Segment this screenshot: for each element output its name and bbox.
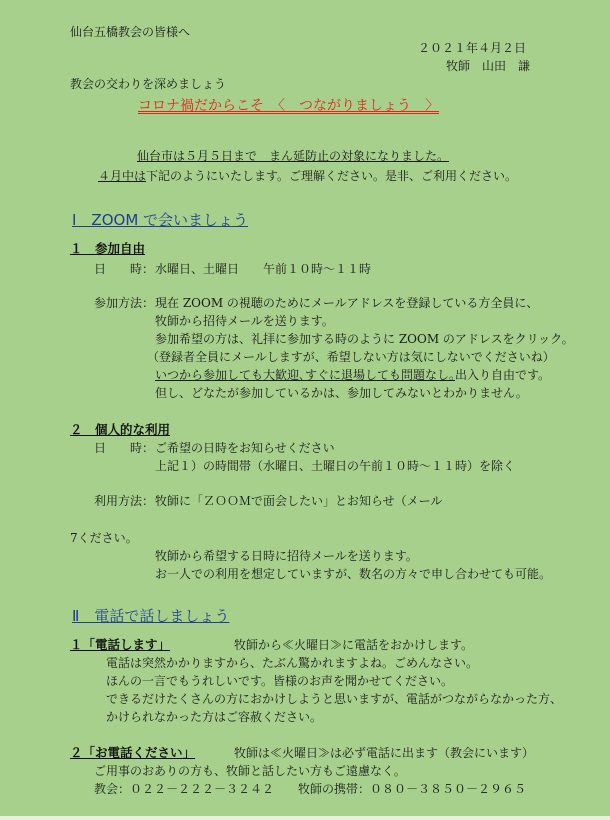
section-2-sub-1-lead: 牧師から≪火曜日≫に電話をおかけします。 (234, 638, 474, 652)
method-2-line-3: 牧師から希望する日時に招待メールを送ります。 (155, 549, 418, 563)
method-line: （登録者全員にメールしますが、希望しない方は気にしないでくださいね） (147, 350, 555, 364)
schedule-label-2: 日 時： (94, 441, 155, 455)
notice-line-2 (98, 168, 517, 184)
method-2-line-2: 7ください。 (70, 531, 138, 545)
author: 牧師 山田 謙 (446, 59, 531, 73)
method-line: 参加希望の方は、礼拝に参加する時のように ZOOM のアドレスをクリック。 (155, 332, 574, 346)
method-line (155, 367, 550, 383)
section-1-sub-2-title: ２ 個人的な利用 (70, 422, 171, 437)
intro-text: 教会の交わりを深めましょう (70, 77, 227, 91)
section-2-sub-2-lead: 牧師は≪火曜日≫は必ず電話に出ます（教会にいます） (234, 746, 535, 760)
schedule-line-1: ご希望の日時をお知らせください (155, 441, 335, 455)
phone-line: 電話は突然かかりますから、たぶん驚かれますよね。ごめんなさい。 (106, 656, 479, 670)
date: ２０２１年４月２日 (418, 41, 527, 55)
method-label-2: 利用方法： (94, 494, 155, 508)
notice-rest: 下記のようにいたします。ご理解ください。是非、ご利用ください。 (146, 169, 518, 183)
method-2-line-4: お一人での利用を想定していますが、数名の方々で申し合わせても可能。 (155, 567, 552, 581)
section-2-sub-1-title: １「電話します」 (70, 637, 171, 652)
section-1-sub-1-title: １ 参加自由 (70, 241, 146, 256)
method-line: 但し、どなたが参加しているかは、参加してみないとわかりません。 (155, 386, 528, 400)
greeting: 仙台五橋教会の皆様へ (70, 25, 191, 39)
section-2-title: Ⅱ 電話で話しましょう (72, 607, 230, 625)
schedule-line-2: 上記１）の時間帯（水曜日、土曜日の午前１０時～１１時）を除く (155, 459, 516, 473)
phone-line: ほんの一言でもうれしいです。皆様のお声を聞かせてください。 (106, 674, 454, 688)
method-line-tail: 出入り自由です。 (455, 368, 551, 382)
phone-line: かけられなかった方はご容赦ください。 (106, 710, 323, 724)
notice-line-1: 仙台市は５月５日まで まん延防止の対象になりました。 (137, 149, 450, 163)
phone-line: できるだけたくさんの方におかけしようと思いますが、電話がつながらなかった方、 (106, 692, 563, 706)
notice-emphasis: ４月中は (98, 169, 147, 183)
page-bottom-edge (0, 816, 610, 820)
section-2-sub-2-title: ２「お電話ください」 (70, 745, 196, 760)
method-emphasis: いつから参加しても大歓迎､すぐに退場しても問題なし｡ (155, 368, 456, 382)
slogan: コロナ禍だからこそ 〈 つながりましょう 〉 (138, 98, 439, 114)
method-line: 現在 ZOOM の視聴のためにメールアドレスを登録している方全員に、 (155, 296, 539, 310)
schedule-label: 日 時： (94, 262, 155, 276)
section-1-title: Ⅰ ZOOM で会いましょう (72, 211, 249, 229)
contact-line: 教会：０２２－２２２－３２４２ 牧師の携帯：０８０－３８５０－２９６５ (94, 782, 527, 796)
method-2-line-1: 牧師に「ＺＯＯＭで面会したい」とお知らせ（メール (155, 494, 443, 508)
method-label: 参加方法： (94, 296, 155, 310)
call-line: ご用事のおありの方も、牧師と話したい方もご遠慮なく。 (94, 764, 406, 778)
schedule-text: 水曜日、土曜日 午前１０時～１１時 (155, 262, 372, 276)
method-line: 牧師から招待メールを送ります。 (155, 314, 334, 328)
